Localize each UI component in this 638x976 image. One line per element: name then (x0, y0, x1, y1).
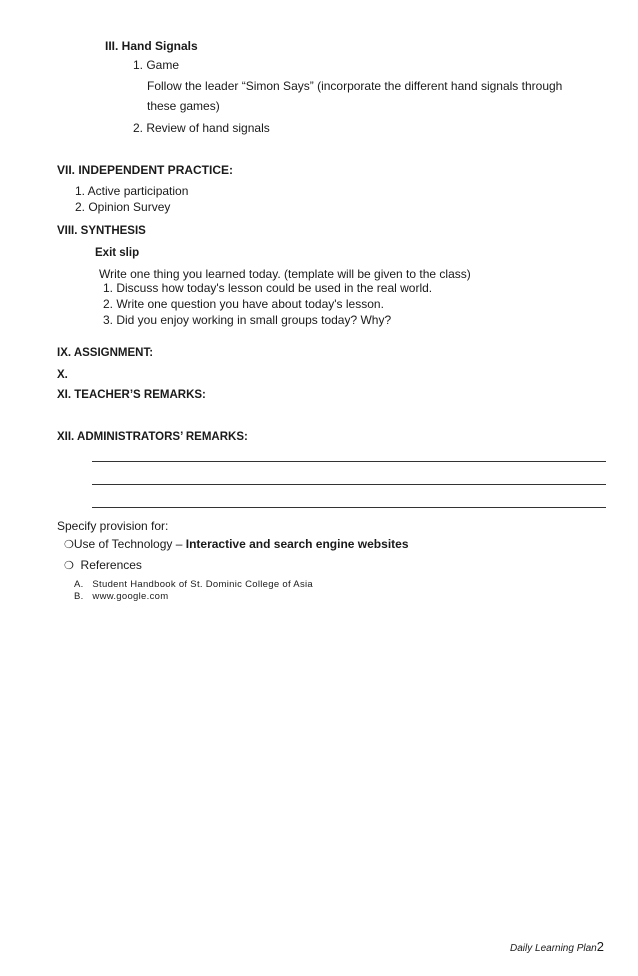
synthesis-heading: VIII. SYNTHESIS (57, 225, 146, 237)
reference-item (74, 592, 168, 602)
exit-slip-item: 3. Did you enjoy working in small groups today? Why? (103, 313, 392, 327)
game-item: 1. Game (133, 58, 180, 72)
technology-value: Interactive and search engine websites (185, 537, 409, 551)
review-item: 2. Review of hand signals (133, 121, 270, 135)
independent-practice-heading: VII. INDEPENDENT PRACTICE: (57, 163, 234, 177)
bullet-icon: ❍ (64, 560, 74, 572)
game-description-line2: these games) (147, 99, 220, 113)
exit-slip-heading: Exit slip (95, 247, 140, 259)
footer-label: Daily Learning Plan (510, 943, 597, 954)
technology-line (64, 538, 409, 551)
reference-letter: B. (74, 591, 84, 602)
remarks-line (92, 484, 606, 485)
remarks-line (92, 461, 606, 462)
references-line (64, 559, 142, 572)
reference-text: www.google.com (92, 591, 169, 602)
remarks-line (92, 507, 606, 508)
bullet-icon: ❍ (64, 539, 74, 551)
section-x-heading: X. (57, 369, 68, 381)
reference-item (74, 580, 313, 590)
reference-letter: A. (74, 579, 84, 590)
exit-slip-intro: Write one thing you learned today. (template will be given to the class) (99, 267, 471, 281)
administrators-remarks-heading: XII. ADMINISTRATORS’ REMARKS: (57, 431, 248, 443)
references-label: References (80, 558, 142, 572)
page-footer (510, 940, 604, 954)
technology-label: Use of Technology – (73, 537, 186, 551)
practice-item: 2. Opinion Survey (75, 200, 171, 214)
assignment-heading: IX. ASSIGNMENT: (57, 347, 154, 359)
exit-slip-item: 1. Discuss how today's lesson could be used in the real world. (103, 281, 433, 295)
practice-item: 1. Active participation (75, 184, 189, 198)
provision-heading: Specify provision for: (57, 519, 169, 533)
exit-slip-item: 2. Write one question you have about today's lesson. (103, 297, 384, 311)
teachers-remarks-heading: XI. TEACHER’S REMARKS: (57, 389, 206, 401)
reference-text: Student Handbook of St. Dominic College of Asia (92, 579, 313, 590)
page-number: 2 (596, 939, 604, 954)
hand-signals-heading: III. Hand Signals (105, 39, 198, 53)
game-description-line1: Follow the leader “Simon Says” (incorporate the different hand signals through (147, 79, 563, 93)
